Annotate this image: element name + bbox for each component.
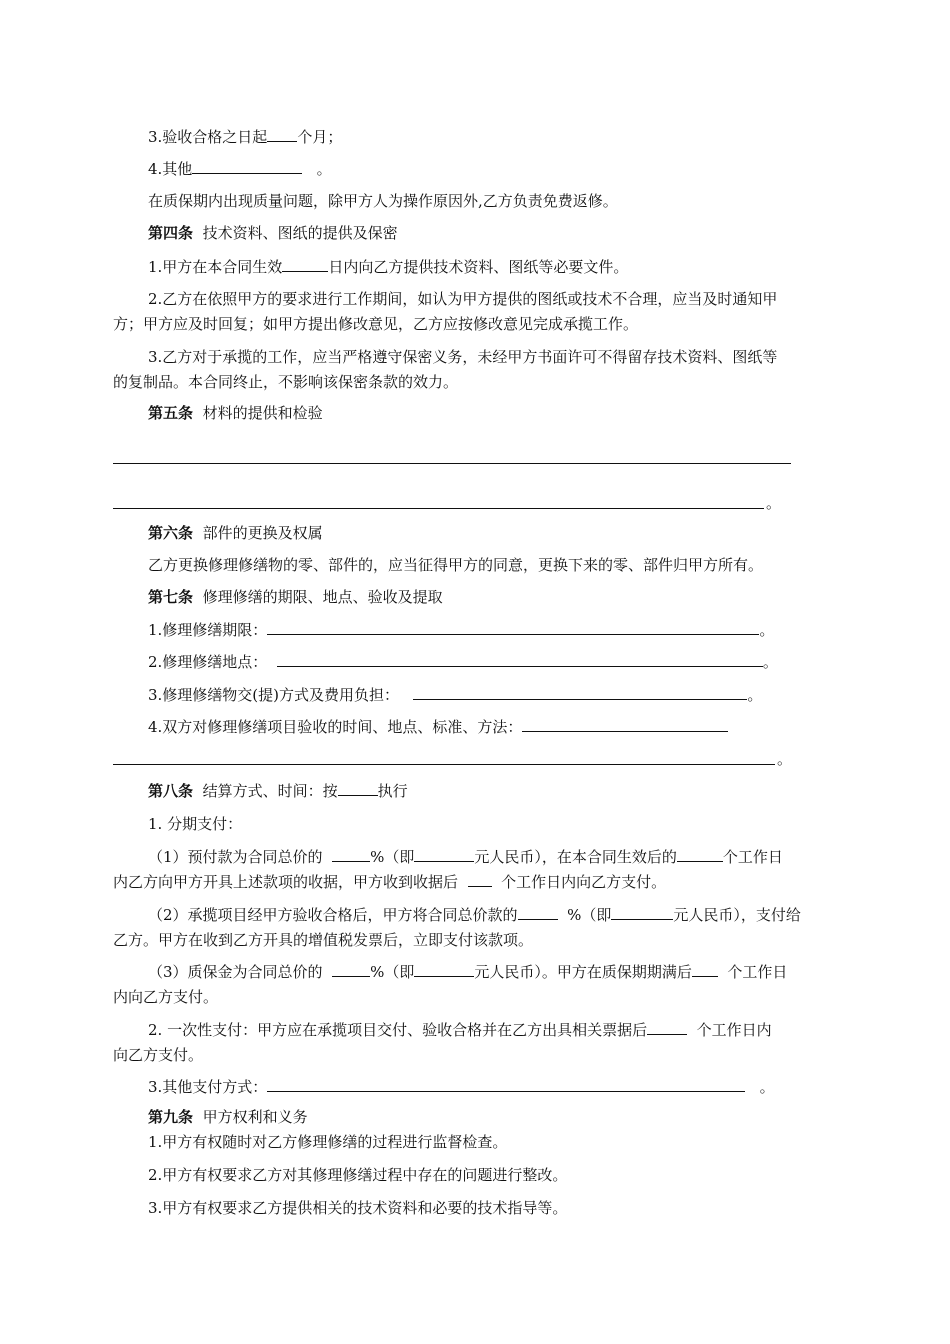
article-8-item-3: 3.其他支付方式： 。 xyxy=(148,1078,775,1096)
installment-2: （2）承揽项目经甲方验收合格后，甲方将合同总价款的 %（即 元人民币），支付给 xyxy=(148,906,801,924)
article-7-item-4: 4.双方对修理修缮项目验收的时间、地点、标准、方法： xyxy=(148,716,728,738)
warranty-item-4: 4.其他 。 xyxy=(148,160,332,178)
blank-percent-2[interactable] xyxy=(518,905,558,920)
blank-months[interactable] xyxy=(267,127,297,142)
blank-days-1[interactable] xyxy=(677,847,723,862)
article-9-item-2: 2.甲方有权要求乙方对其修理修缮过程中存在的问题进行整改。 xyxy=(148,1166,568,1184)
blank-repair-location[interactable] xyxy=(277,652,763,667)
period-mark: 。 xyxy=(766,494,782,512)
installment-1-cont: 内乙方向甲方开具上述款项的收据，甲方收到收据后 个工作日内向乙方支付。 xyxy=(113,873,667,891)
article-8-item-1: 1. 分期支付： xyxy=(148,815,243,833)
blank-repair-period[interactable] xyxy=(267,620,759,635)
article-6-heading: 第六条 部件的更换及权属 xyxy=(148,524,323,542)
blank-days[interactable] xyxy=(282,257,328,272)
blank-amount-3[interactable] xyxy=(414,962,474,977)
period-mark: 。 xyxy=(777,750,793,768)
article-5-heading: 第五条 材料的提供和检验 xyxy=(148,404,323,422)
warranty-item-3: 3.验收合格之日起 个月； xyxy=(148,128,343,146)
warranty-note: 在质保期内出现质量问题，除甲方人为操作原因外,乙方负责免费返修。 xyxy=(148,192,618,210)
installment-2-cont: 乙方。甲方在收到乙方开具的增值税发票后，立即支付该款项。 xyxy=(113,931,534,949)
article-9-heading: 第九条 甲方权利和义务 xyxy=(148,1108,308,1126)
article-4-item-2: 2.乙方在依照甲方的要求进行工作期间，如认为甲方提供的图纸或技术不合理，应当及时通知甲 xyxy=(148,290,778,308)
blank-percent-3[interactable] xyxy=(332,962,370,977)
blank-line-materials-2[interactable] xyxy=(113,508,764,509)
article-4-heading: 第四条 技术资料、图纸的提供及保密 xyxy=(148,224,398,242)
article-7-item-3: 3.修理修缮物交(提)方式及费用负担： 。 xyxy=(148,686,763,704)
blank-line-acceptance-2[interactable] xyxy=(113,764,775,765)
article-8-item-2: 2. 一次性支付：甲方应在承揽项目交付、验收合格并在乙方出具相关票据后 个工作日内 xyxy=(148,1021,772,1039)
installment-1: （1）预付款为合同总价的 %（即 元人民币），在本合同生效后的 个工作日 xyxy=(148,848,783,866)
article-4-item-3-cont: 的复制品。本合同终止，不影响该保密条款的效力。 xyxy=(113,373,459,391)
blank-acceptance[interactable] xyxy=(522,717,728,732)
installment-3: （3）质保金为合同总价的 %（即 元人民币）。甲方在质保期期满后 个工作日 xyxy=(148,963,788,981)
blank-delivery-method[interactable] xyxy=(413,685,747,700)
article-4-item-3: 3.乙方对于承揽的工作，应当严格遵守保密义务，未经甲方书面许可不得留存技术资料、图纸等 xyxy=(148,348,778,366)
installment-3-cont: 内向乙方支付。 xyxy=(113,988,219,1006)
article-7-item-1: 1.修理修缮期限： 。 xyxy=(148,621,775,639)
article-9-item-3: 3.甲方有权要求乙方提供相关的技术资料和必要的技术指导等。 xyxy=(148,1199,568,1217)
blank-other[interactable] xyxy=(192,159,302,174)
blank-settlement[interactable] xyxy=(338,781,378,796)
blank-line-materials-1[interactable] xyxy=(113,463,791,464)
article-7-heading: 第七条 修理修缮的期限、地点、验收及提取 xyxy=(148,588,443,606)
blank-days-2[interactable] xyxy=(468,872,492,887)
blank-days-4[interactable] xyxy=(647,1020,687,1035)
blank-percent-1[interactable] xyxy=(332,847,370,862)
article-7-item-2: 2.修理修缮地点： 。 xyxy=(148,653,778,671)
article-4-item-2-cont: 方；甲方应及时回复；如甲方提出修改意见，乙方应按修改意见完成承揽工作。 xyxy=(113,315,639,333)
blank-days-3[interactable] xyxy=(692,962,718,977)
blank-amount-1[interactable] xyxy=(414,847,474,862)
article-9-item-1: 1.甲方有权随时对乙方修理修缮的过程进行监督检查。 xyxy=(148,1133,508,1151)
blank-amount-2[interactable] xyxy=(611,905,673,920)
article-4-item-1: 1.甲方在本合同生效 日内向乙方提供技术资料、图纸等必要文件。 xyxy=(148,258,629,276)
article-8-heading: 第八条 结算方式、时间：按 执行 xyxy=(148,782,408,800)
article-8-item-2-cont: 向乙方支付。 xyxy=(113,1046,204,1064)
article-6-text: 乙方更换修理修缮物的零、部件的，应当征得甲方的同意，更换下来的零、部件归甲方所有。 xyxy=(148,556,764,574)
blank-other-payment[interactable] xyxy=(267,1077,745,1092)
